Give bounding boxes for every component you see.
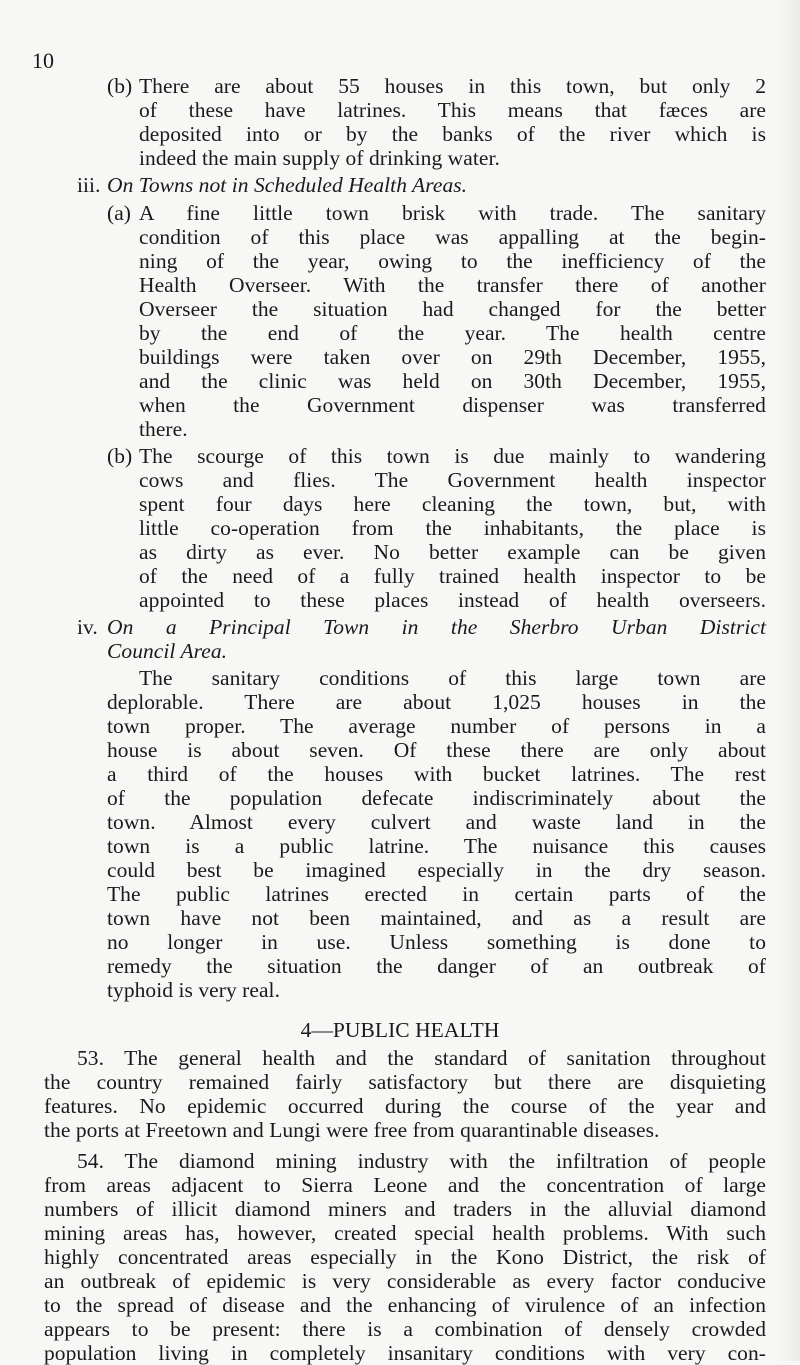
text-line: could best be imagined especially in the dry season. [107, 858, 766, 882]
text-line: deplorable. There are about 1,025 houses in the [107, 690, 766, 714]
text-line: cows and flies. The Government health inspector [139, 468, 766, 492]
paragraph-53-line: 53. The general health and the standard of sanitation throughout [77, 1046, 766, 1070]
paragraph-54-line: to the spread of disease and the enhancing of virulence of an infection [44, 1293, 766, 1317]
text-line: as dirty as ever. No better example can be given [139, 540, 766, 564]
text-line: The sanitary conditions of this large town are [139, 666, 766, 690]
paragraph-54-line: highly concentrated areas especially in the Kono District, the risk of [44, 1245, 766, 1269]
page-edge-shadow [778, 0, 800, 1361]
section-numeral-iv: iv. [77, 615, 98, 639]
text-line: little co-operation from the inhabitants, the place is [139, 516, 766, 540]
text-line: buildings were taken over on 29th December, 1955, [139, 345, 766, 369]
page-number: 10 [32, 48, 54, 73]
text-line: The public latrines erected in certain parts of the [107, 882, 766, 906]
text-line: no longer in use. Unless something is done to [107, 930, 766, 954]
text-line: condition of this place was appalling at the begin- [139, 225, 766, 249]
subsection-label-a: (a) [107, 201, 132, 225]
text-line: town have not been maintained, and as a result are [107, 906, 766, 930]
paragraph-54-line: mining areas has, however, created special health problems. With such [44, 1221, 766, 1245]
paragraph-54-line: 54. The diamond mining industry with the infiltration of people [77, 1149, 766, 1173]
text-line: spent four days here cleaning the town, but, with [139, 492, 766, 516]
text-line: appointed to these places instead of health overseers. [139, 588, 766, 612]
section-heading-iv-cont: Council Area. [107, 639, 228, 663]
text-line: The scourge of this town is due mainly to wandering [139, 444, 766, 468]
text-line: there. [139, 417, 188, 441]
paragraph-53-line: features. No epidemic occurred during the course of the year and [44, 1094, 766, 1118]
text-line: and the clinic was held on 30th December, 1955, [139, 369, 766, 393]
text-line: house is about seven. Of these there are only about [107, 738, 766, 762]
text-line: typhoid is very real. [107, 978, 281, 1002]
text-line: A fine little town brisk with trade. The sanitary [139, 201, 766, 225]
text-line: of these have latrines. This means that fæces are [139, 98, 766, 122]
subsection-label-b: (b) [107, 74, 133, 98]
text-line: of the population defecate indiscriminately about the [107, 786, 766, 810]
text-line: when the Government dispenser was transferred [139, 393, 766, 417]
text-line: of the need of a fully trained health inspector to be [139, 564, 766, 588]
paragraph-54-line: numbers of illicit diamond miners and traders in the alluvial diamond [44, 1197, 766, 1221]
section-heading-iii: On Towns not in Scheduled Health Areas. [107, 173, 468, 197]
paragraph-53-line: the ports at Freetown and Lungi were free from quarantinable diseases. [44, 1118, 660, 1142]
text-line: indeed the main supply of drinking water. [139, 146, 500, 170]
section-heading-public-health: 4—PUBLIC HEALTH [300, 1018, 500, 1042]
text-line: a third of the houses with bucket latrines. The rest [107, 762, 766, 786]
text-line: by the end of the year. The health centre [139, 321, 766, 345]
paragraph-53-line: the country remained fairly satisfactory but there are disquieting [44, 1070, 766, 1094]
paragraph-54-line: population living in completely insanitary conditions with very con- [44, 1341, 766, 1365]
text-line: town. Almost every culvert and waste land in the [107, 810, 766, 834]
section-numeral-iii: iii. [77, 173, 101, 197]
text-line: town is a public latrine. The nuisance this causes [107, 834, 766, 858]
text-line: remedy the situation the danger of an outbreak of [107, 954, 766, 978]
subsection-label-b: (b) [107, 444, 133, 468]
paragraph-54-line: from areas adjacent to Sierra Leone and the concentration of large [44, 1173, 766, 1197]
text-line: Overseer the situation had changed for the better [139, 297, 766, 321]
paragraph-54-line: appears to be present: there is a combination of densely crowded [44, 1317, 766, 1341]
text-line: deposited into or by the banks of the river which is [139, 122, 766, 146]
text-line: ning of the year, owing to the inefficiency of the [139, 249, 766, 273]
text-line: town proper. The average number of persons in a [107, 714, 766, 738]
paragraph-54-line: an outbreak of epidemic is very considerable as every factor conducive [44, 1269, 766, 1293]
text-line: Health Overseer. With the transfer there of another [139, 273, 766, 297]
section-heading-iv: On a Principal Town in the Sherbro Urban District [107, 615, 766, 639]
text-line: There are about 55 houses in this town, but only 2 [139, 74, 766, 98]
